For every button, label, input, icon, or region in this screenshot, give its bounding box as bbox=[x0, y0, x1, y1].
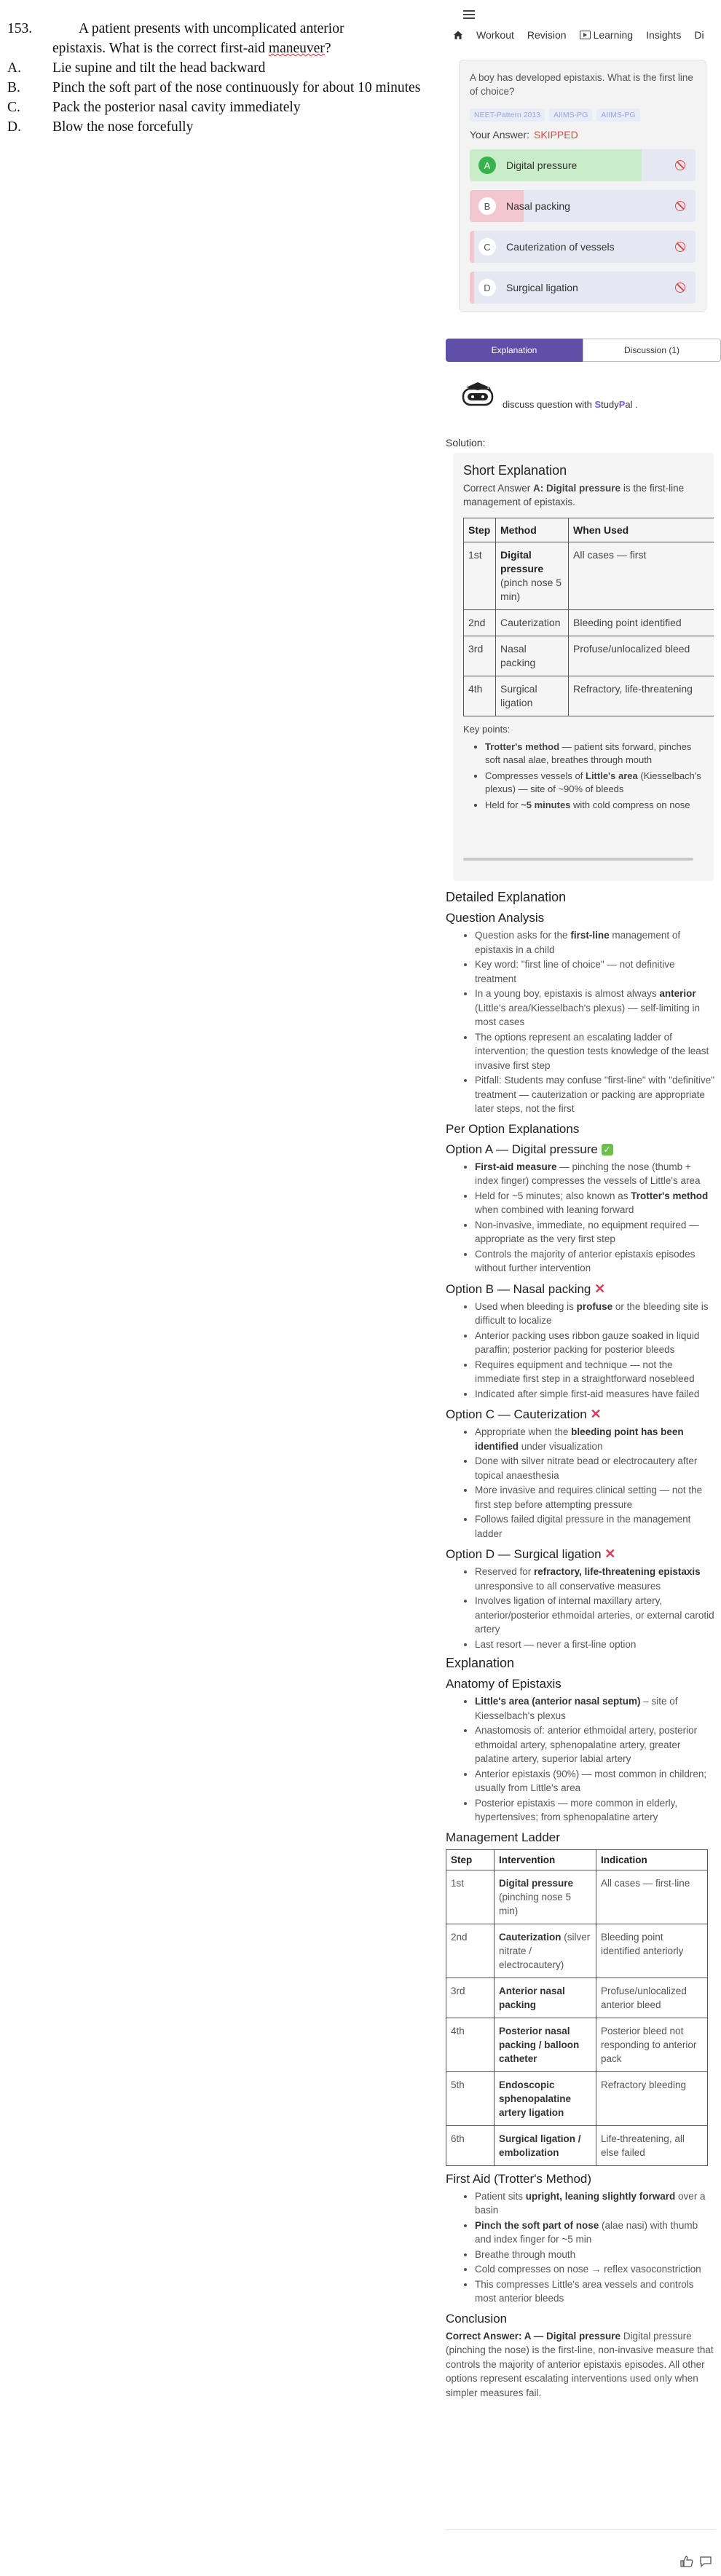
list-item: • Non-invasive, immediate, no equipment required — appropriate as the very first step bbox=[475, 1218, 715, 1246]
your-answer: Your Answer: SKIPPED bbox=[470, 129, 578, 141]
table-header: Intervention bbox=[495, 1849, 596, 1870]
answer-status: SKIPPED bbox=[533, 129, 578, 141]
table-header: Method bbox=[496, 518, 569, 542]
list-item: • Last resort — never a first-line option bbox=[475, 1637, 715, 1652]
list-item: • Requires equipment and technique — not the immediate first step in a straightforward nosebleed bbox=[475, 1358, 715, 1386]
management-ladder-table bbox=[446, 1849, 708, 2166]
option-d-title: Option D — Surgical ligation ✕ bbox=[446, 1546, 616, 1561]
option-item: B. Pinch the soft part of the nose continuously for about 10 minutes bbox=[7, 80, 421, 95]
option-a-title: Option A — Digital pressure ✓ bbox=[446, 1142, 715, 1157]
list-item: • Held for ~5 minutes with cold compress on nose bbox=[485, 799, 705, 812]
conclusion-text: Correct Answer: A — Digital pressure Digital pressure (pinching the nose) is the first-line, non-invasive measure that controls the majority of anterior epistaxis episodes. All other options represent escalating interventions used only when simpler measures fail. bbox=[446, 2330, 714, 2398]
blocked-icon bbox=[675, 160, 685, 170]
cross-icon: ✕ bbox=[604, 1546, 616, 1561]
study-sidebar bbox=[446, 0, 721, 2576]
list-item: • In a young boy, epistaxis is almost always anterior (Little's area/Kiesselbach's plexus) — self-limiting in most cases bbox=[475, 987, 715, 1030]
table-header: When Used bbox=[569, 518, 714, 542]
blocked-icon bbox=[675, 283, 685, 293]
option-item: D. Blow the nose forcefully bbox=[7, 119, 194, 135]
list-item: • Anterior packing uses ribbon gauze soaked in liquid paraffin; posterior packing for posterior bleeds bbox=[475, 1329, 715, 1357]
menu-icon[interactable] bbox=[463, 10, 475, 19]
choice-d[interactable] bbox=[470, 272, 696, 304]
discuss-with-studypal[interactable]: discuss question with StudyPal . bbox=[503, 399, 638, 410]
question-line-1: A patient presents with uncomplicated anterior bbox=[79, 21, 344, 36]
choice-text: Surgical ligation bbox=[506, 282, 578, 293]
short-title: Short Explanation bbox=[463, 463, 567, 478]
option-c-title: Option C — Cauterization ✕ bbox=[446, 1407, 602, 1421]
response-share-bar bbox=[470, 231, 474, 263]
divider bbox=[446, 2529, 715, 2530]
table-row: 6th Surgical ligation / embolization Life-threatening, all else failed bbox=[446, 2125, 708, 2165]
list-item: • Reserved for refractory, life-threatening epistaxis unresponsive to all conservative measures bbox=[475, 1565, 715, 1593]
table-row: 3rd Anterior nasal packing Profuse/unlocalized anterior bleed bbox=[446, 1978, 708, 2018]
question-card bbox=[459, 60, 706, 312]
robot-mascot-icon[interactable] bbox=[459, 380, 497, 408]
choice-letter: B bbox=[478, 197, 496, 215]
short-explanation bbox=[453, 453, 714, 881]
list-item: • Key word: "first line of choice" — not definitive treatment bbox=[475, 957, 715, 986]
blocked-icon bbox=[675, 201, 685, 211]
choice-text: Cauterization of vessels bbox=[506, 241, 615, 253]
choice-text: Nasal packing bbox=[506, 200, 570, 212]
cross-icon: ✕ bbox=[594, 1281, 606, 1296]
table-row: 1st Digital pressure (pinching nose 5 min) All cases — first-line bbox=[446, 1870, 708, 1924]
play-box-icon bbox=[580, 31, 591, 39]
document-pane bbox=[0, 0, 437, 137]
detailed-title: Detailed Explanation bbox=[446, 890, 567, 904]
first-aid-list bbox=[475, 2189, 715, 2306]
choice-c[interactable] bbox=[470, 231, 696, 263]
tab-explanation[interactable]: Explanation bbox=[446, 339, 583, 362]
top-nav bbox=[453, 29, 704, 41]
response-share-bar bbox=[470, 272, 474, 304]
tab-bar bbox=[446, 339, 721, 362]
option-item: C. Pack the posterior nasal cavity immediately bbox=[7, 100, 301, 115]
first-aid-title: First Aid (Trotter's Method) bbox=[446, 2171, 592, 2186]
nav-learning[interactable]: Learning bbox=[580, 29, 634, 41]
check-icon: ✓ bbox=[602, 1144, 613, 1155]
list-item: • Cold compresses on nose → reflex vasoconstriction bbox=[475, 2262, 715, 2277]
list-item: • Breathe through mouth bbox=[475, 2248, 715, 2262]
list-item: • Question asks for the first-line management of epistaxis in a child bbox=[475, 928, 715, 957]
short-table bbox=[463, 518, 714, 716]
choice-letter: C bbox=[478, 238, 496, 256]
table-row: 5th Endoscopic sphenopalatine artery ligation Refractory bleeding bbox=[446, 2071, 708, 2125]
list-item: • Pinch the soft part of nose (alae nasi) with thumb and index finger for ~5 min bbox=[475, 2219, 715, 2247]
tab-discussion[interactable]: Discussion (1) bbox=[583, 339, 721, 362]
choice-letter: A bbox=[478, 157, 496, 174]
spellcheck-flag[interactable]: maneuver bbox=[268, 41, 325, 56]
explanation-title: Explanation bbox=[446, 1656, 515, 1670]
table-row: 2nd Cauterization Bleeding point identified bbox=[464, 610, 714, 636]
question-stem bbox=[7, 19, 437, 39]
option-b-list bbox=[475, 1300, 715, 1402]
detailed-explanation bbox=[446, 890, 715, 2400]
exam-tag[interactable]: AIIMS-PG bbox=[549, 108, 592, 122]
tag-list bbox=[470, 108, 696, 122]
question-analysis-title: Question Analysis bbox=[446, 911, 545, 925]
question-line-2: epistaxis. What is the correct first-aid maneuver? bbox=[52, 41, 331, 56]
list-item: • This compresses Little's area vessels and controls most anterior bleeds bbox=[475, 2277, 715, 2306]
key-points-label: Key points: bbox=[463, 724, 511, 735]
blocked-icon bbox=[675, 242, 685, 252]
list-item: • Pitfall: Students may confuse "first-line" with "definitive" treatment — cauterization or packing are appropriate later steps, not the first bbox=[475, 1073, 715, 1116]
list-item: • First-aid measure — pinching the nose (thumb + index finger) compresses the vessels of Little's area bbox=[475, 1160, 715, 1188]
cross-icon: ✕ bbox=[590, 1407, 602, 1421]
nav-revision[interactable]: Revision bbox=[527, 29, 567, 41]
option-b-title: Option B — Nasal packing ✕ bbox=[446, 1281, 606, 1296]
nav-discuss-truncated[interactable]: Di bbox=[694, 29, 704, 41]
list-item: • Patient sits upright, leaning slightly forward over a basin bbox=[475, 2189, 715, 2218]
exam-tag[interactable]: AIIMS-PG bbox=[596, 108, 639, 122]
list-item: • Follows failed digital pressure in the management ladder bbox=[475, 1512, 715, 1541]
list-item: • The options represent an escalating ladder of intervention; the question tests knowledge of the least invasive first step bbox=[475, 1030, 715, 1073]
thumbs-up-icon[interactable] bbox=[680, 2556, 693, 2567]
horizontal-scrollbar[interactable] bbox=[463, 858, 693, 861]
home-icon[interactable] bbox=[453, 30, 463, 40]
table-row: 2nd Cauterization (silver nitrate / electrocautery) Bleeding point identified anteriorly bbox=[446, 1924, 708, 1978]
list-item: • Appropriate when the bleeding point has been identified under visualization bbox=[475, 1425, 715, 1453]
comment-icon[interactable] bbox=[699, 2556, 712, 2567]
option-d-list bbox=[475, 1565, 715, 1651]
key-points-list bbox=[485, 740, 705, 812]
choice-b[interactable] bbox=[470, 190, 696, 222]
table-row: 3rd Nasal packing Profuse/unlocalized bleed bbox=[464, 636, 714, 676]
list-item: • Anterior epistaxis (90%) — most common in children; usually from Little's area bbox=[475, 1767, 715, 1795]
list-item: • Compresses vessels of Little's area (Kiesselbach's plexus) — site of ~90% of bleeds bbox=[485, 770, 705, 796]
list-item: • Indicated after simple first-aid measures have failed bbox=[475, 1387, 715, 1402]
table-header: Indication bbox=[596, 1849, 708, 1870]
list-item: • Anastomosis of: anterior ethmoidal artery, posterior ethmoidal artery, sphenopalatine artery, greater palatine artery, superior labial artery bbox=[475, 1723, 715, 1766]
table-row: 4th Surgical ligation Refractory, life-threatening bbox=[464, 676, 714, 716]
table-row: 4th Posterior nasal packing / balloon catheter Posterior bleed not responding to anterior pack bbox=[446, 2018, 708, 2071]
list-item: • Done with silver nitrate bead or electrocautery after topical anaesthesia bbox=[475, 1454, 715, 1482]
ladder-title: Management Ladder bbox=[446, 1830, 560, 1844]
choice-letter: D bbox=[478, 279, 496, 296]
solution-label: Solution: bbox=[446, 437, 486, 449]
table-header: Step bbox=[464, 518, 496, 542]
conclusion-title: Conclusion bbox=[446, 2311, 508, 2326]
anatomy-list bbox=[475, 1694, 715, 1825]
table-row: 1st Digital pressure (pinch nose 5 min) All cases — first bbox=[464, 542, 714, 610]
anatomy-title: Anatomy of Epistaxis bbox=[446, 1677, 562, 1691]
short-correct-answer: Correct Answer A: Digital pressure is the first-line management of epistaxis. bbox=[463, 483, 685, 507]
card-question-text: A boy has developed epistaxis. What is the first line of choice? bbox=[470, 72, 693, 97]
option-c-list bbox=[475, 1425, 715, 1541]
per-option-title: Per Option Explanations bbox=[446, 1121, 580, 1136]
choice-a[interactable] bbox=[470, 149, 696, 181]
table-header: Step bbox=[446, 1849, 495, 1870]
nav-insights[interactable]: Insights bbox=[646, 29, 682, 41]
list-item: • Trotter's method — patient sits forward, pinches soft nasal alae, breathes through mouth bbox=[485, 740, 705, 767]
option-a-list bbox=[475, 1160, 715, 1276]
option-item: A. Lie supine and tilt the head backward bbox=[7, 60, 266, 76]
choice-text: Digital pressure bbox=[506, 159, 578, 171]
question-analysis-list bbox=[475, 928, 715, 1116]
list-item: • More invasive and requires clinical setting — not the first step before attempting pressure bbox=[475, 1483, 715, 1512]
list-item: • Involves ligation of internal maxillary artery, anterior/posterior ethmoidal arteries, or external carotid artery bbox=[475, 1594, 715, 1637]
question-number: 153. bbox=[7, 21, 33, 36]
list-item: • Controls the majority of anterior epistaxis episodes without further intervention bbox=[475, 1247, 715, 1276]
nav-workout[interactable]: Workout bbox=[476, 29, 514, 41]
list-item: • Little's area (anterior nasal septum) – site of Kiesselbach's plexus bbox=[475, 1694, 715, 1723]
list-item: • Posterior epistaxis — more common in elderly, hypertensives; from sphenopalatine artery bbox=[475, 1796, 715, 1825]
list-item: • Used when bleeding is profuse or the bleeding site is difficult to localize bbox=[475, 1300, 715, 1328]
exam-tag[interactable]: NEET-Pattern 2013 bbox=[470, 108, 545, 122]
list-item: • Held for ~5 minutes; also known as Trotter's method when combined with leaning forward bbox=[475, 1189, 715, 1217]
